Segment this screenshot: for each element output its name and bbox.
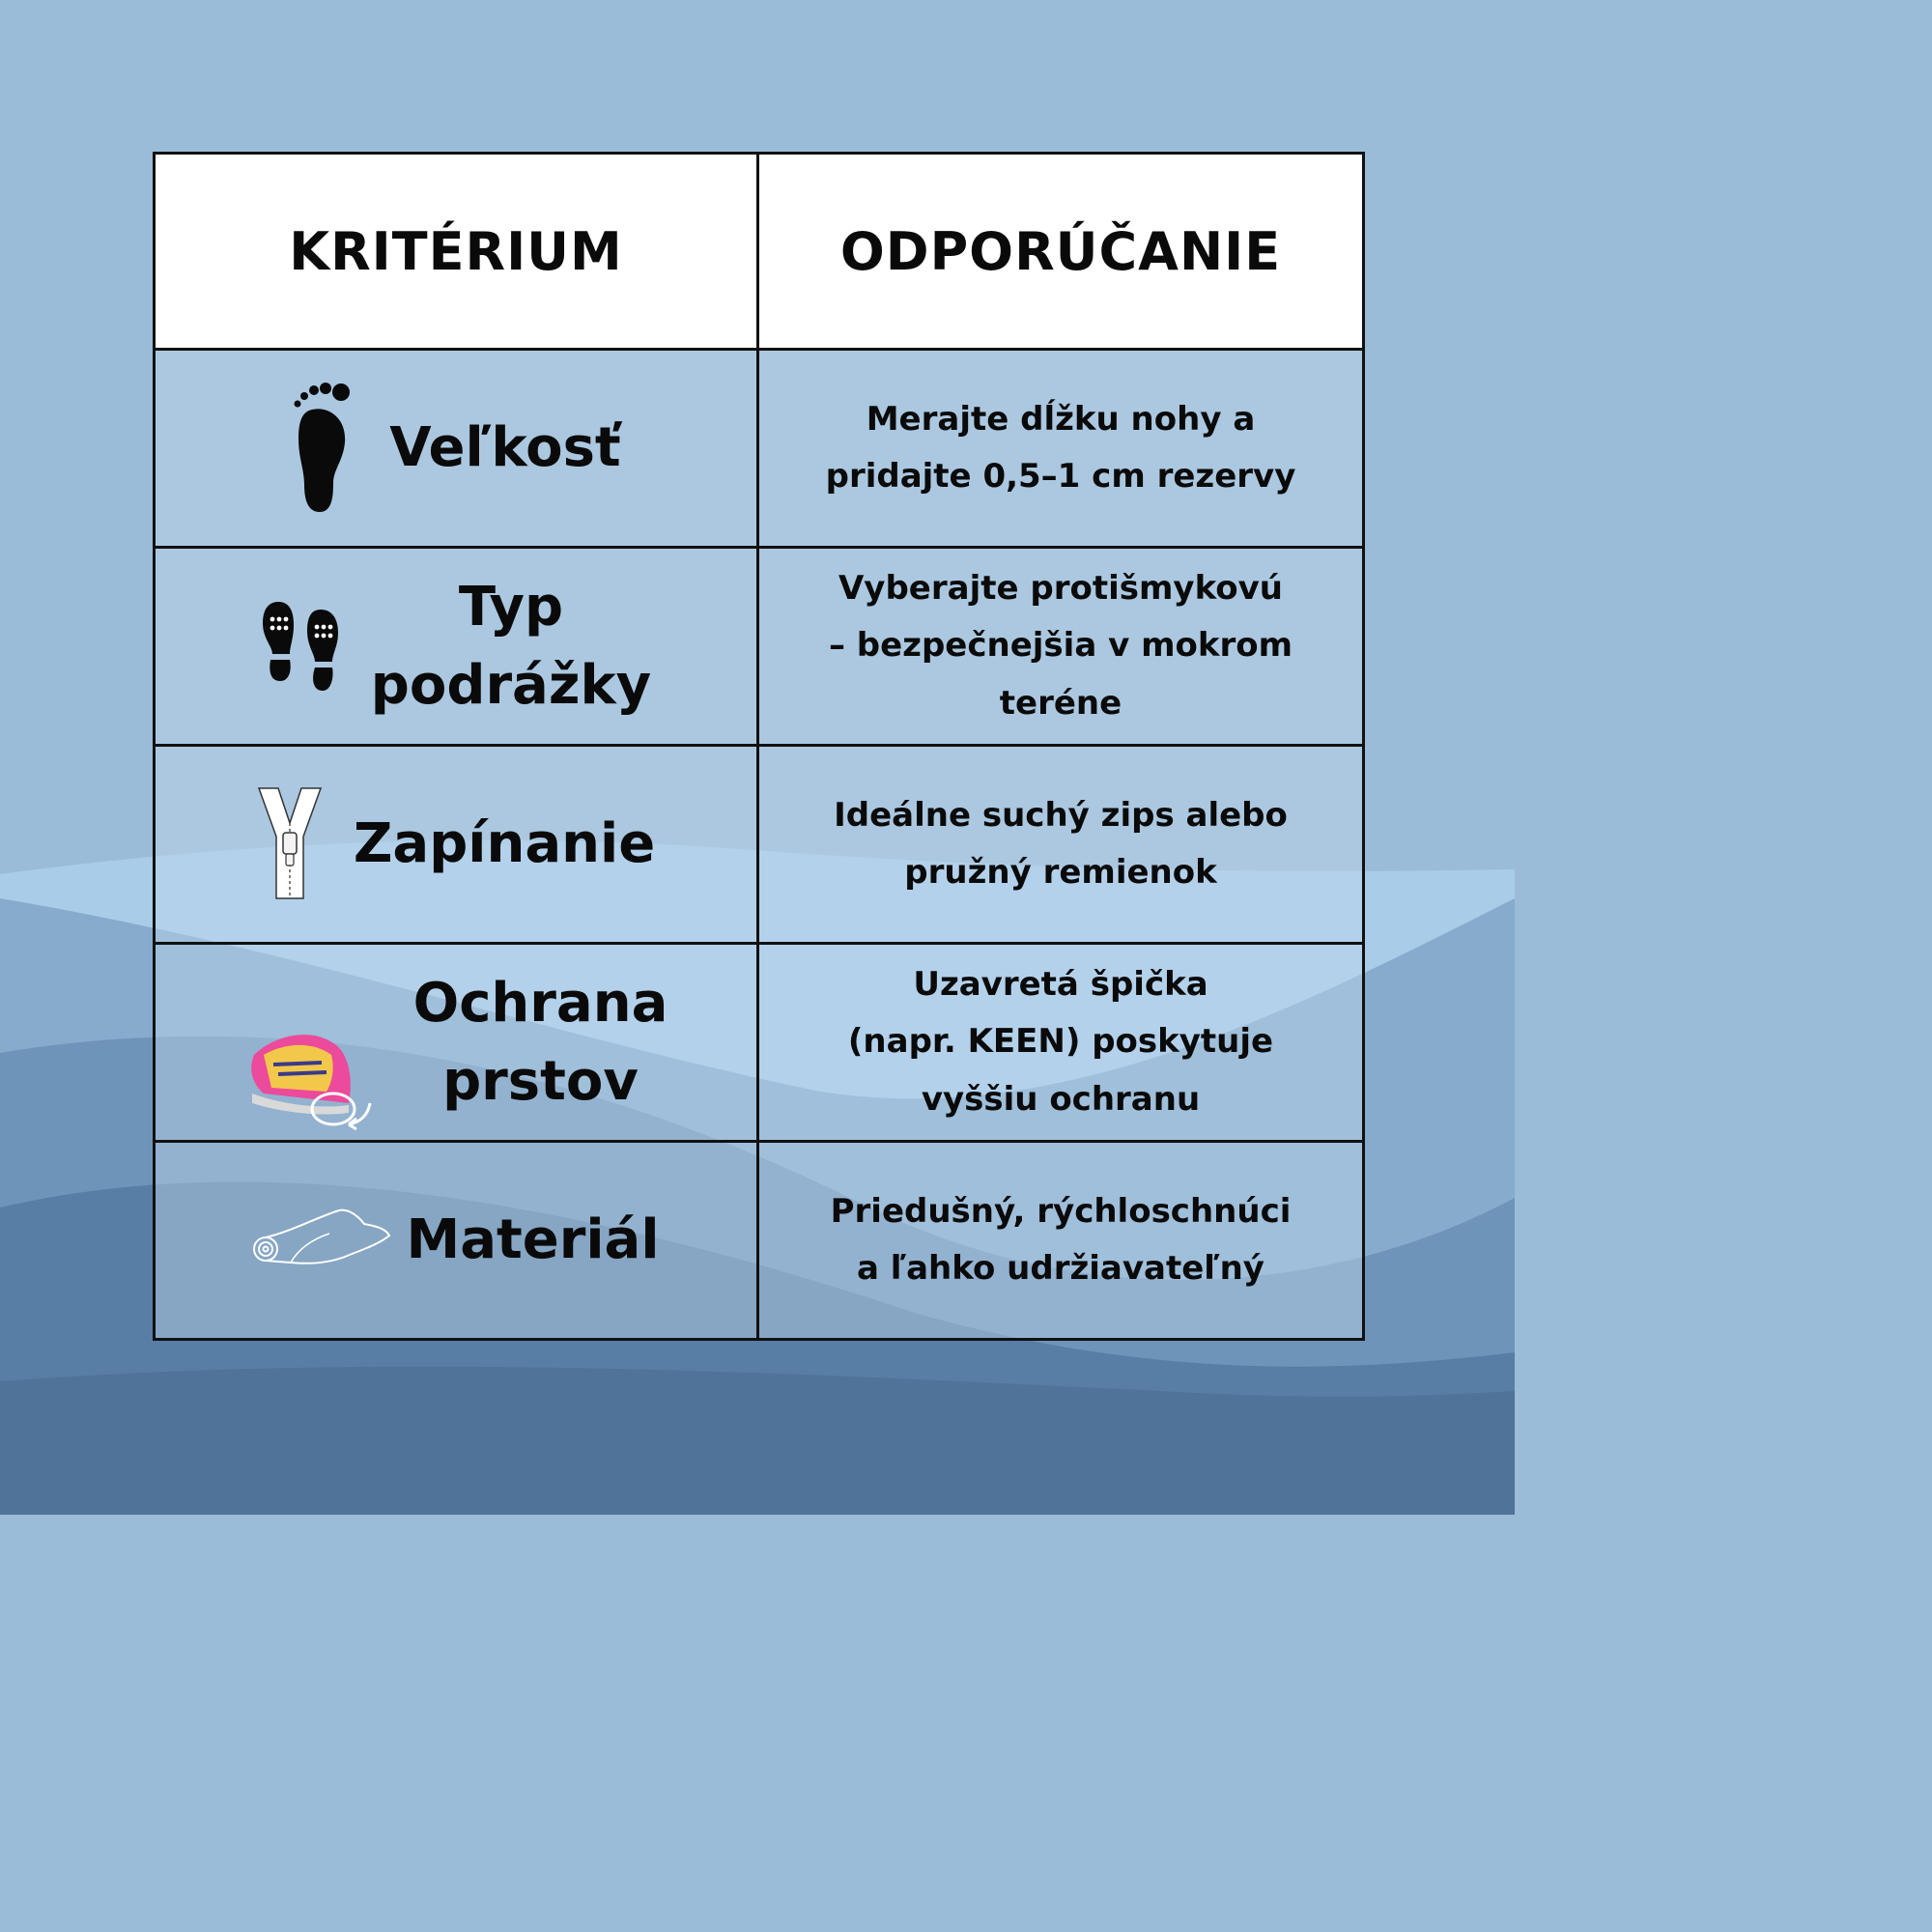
criterion-cell: [155, 350, 758, 548]
recommendation-cell: [758, 746, 1364, 944]
header-recommendation: ODPORÚČANIE: [758, 154, 1364, 350]
recommendation-cell: [758, 350, 1364, 548]
criterion-cell: [155, 746, 758, 944]
zipper-icon: [257, 786, 325, 902]
criterion-cell: [155, 1142, 758, 1340]
table-row: [155, 944, 1364, 1142]
table-row: [155, 746, 1364, 944]
table-header-row: [155, 154, 1364, 350]
recommendation-text: Uzavretá špička (napr. KEEN) poskytuje vyššiu ochranu: [847, 964, 1274, 1119]
table-row: [155, 350, 1364, 548]
fabric-roll-icon: [252, 1207, 392, 1274]
shoe-soles-icon: [261, 600, 342, 693]
recommendation-cell: [758, 548, 1364, 746]
recommendation-cell: [758, 1142, 1364, 1340]
criterion-label: Veľkosť: [389, 416, 621, 480]
table-row: [155, 548, 1364, 746]
recommendation-cell: [758, 944, 1364, 1142]
recommendation-text: Vyberajte protišmykovú – bezpečnejšia v mokrom teréne: [828, 568, 1293, 723]
recommendation-text: Ideálne suchý zips alebo pružný remienok: [834, 795, 1288, 892]
criterion-label: Typ podrážky: [370, 575, 652, 717]
criterion-label: Materiál: [406, 1208, 660, 1272]
criterion-cell: [155, 944, 758, 1142]
recommendation-text: Priedušný, rýchloschnúci a ľahko udržiavateľný: [830, 1191, 1292, 1288]
criterion-label: Zapínanie: [353, 812, 656, 876]
criterion-label: Ochrana prstov: [412, 971, 668, 1113]
criteria-table: [153, 152, 1365, 1341]
sandal-toe-cap-icon: [244, 1016, 404, 1137]
header-criterion: KRITÉRIUM: [155, 154, 758, 350]
footprint-icon: [291, 381, 353, 516]
recommendation-text: Merajte dĺžku nohy a pridajte 0,5–1 cm rezervy: [825, 399, 1296, 496]
table-row: [155, 1142, 1364, 1340]
criterion-cell: [155, 548, 758, 746]
